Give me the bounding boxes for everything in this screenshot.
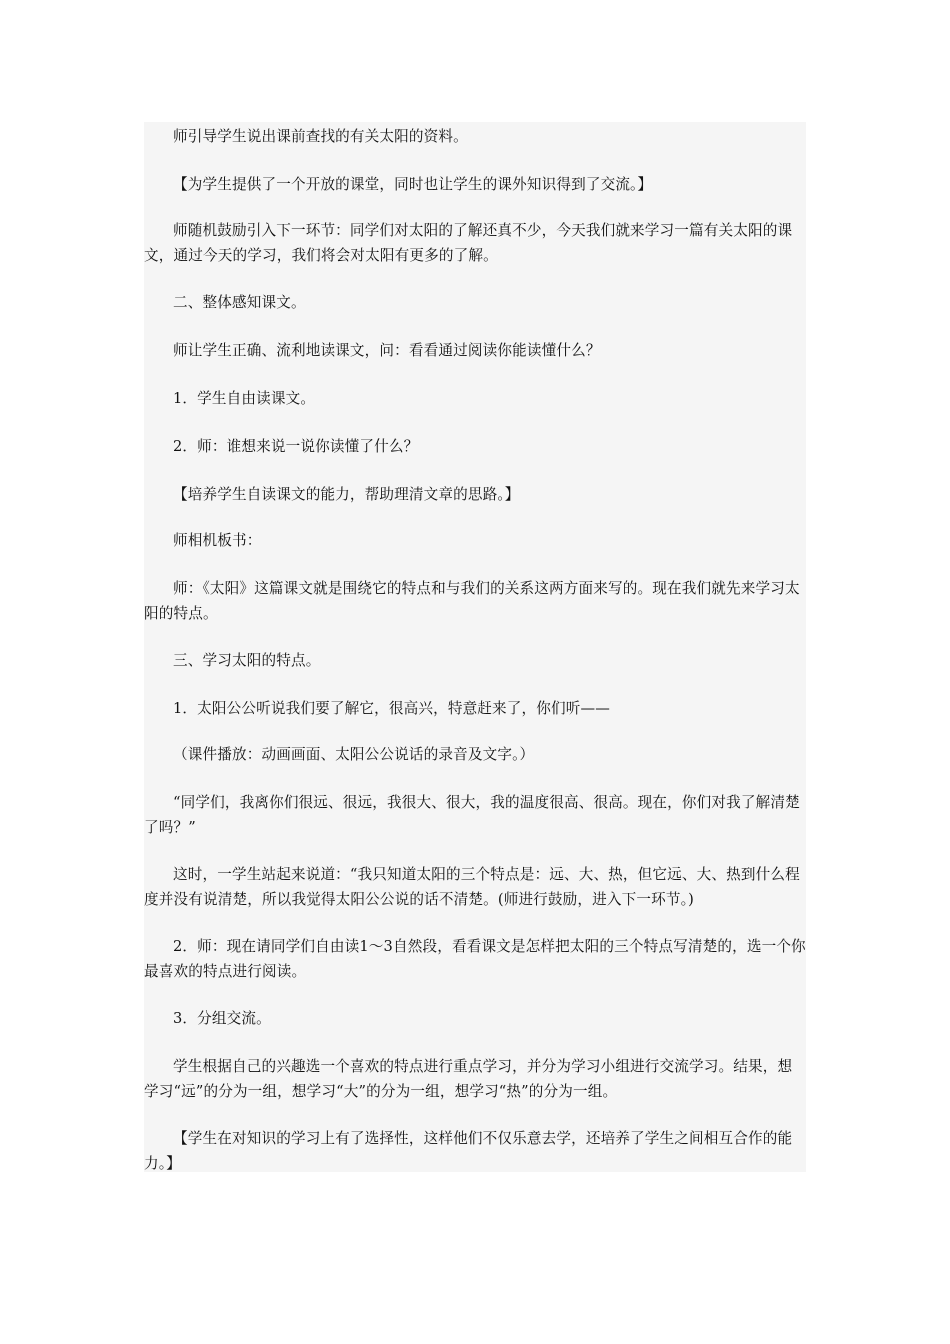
paragraph-10: 师：《太阳》这篇课文就是围绕它的特点和与我们的关系这两方面来写的。现在我们就先来学习太阳的特点。 [144,580,800,622]
paragraph-7: 2．师：谁想来说一说你读懂了什么？ [173,438,419,455]
paragraph-2: 【为学生提供了一个开放的课堂，同时也让学生的课外知识得到了交流。】 [173,176,653,193]
paragraph-4: 二、整体感知课文。 [173,294,306,311]
paragraph-15: 这时，一学生站起来说道：“我只知道太阳的三个特点是：远、大、热，但它远、大、热到什么程度并没有说清楚，所以我觉得太阳公公说的话不清楚。(师进行鼓励，进入下一环节。) [144,866,800,908]
paragraph-6: 1．学生自由读课文。 [173,390,316,407]
paragraph-11: 三、学习太阳的特点。 [173,652,321,669]
paragraph-18: 学生根据自己的兴趣选一个喜欢的特点进行重点学习，并分为学习小组进行交流学习。结果，想学习“远”的分为一组，想学习“大”的分为一组，想学习“热”的分为一组。 [144,1058,793,1100]
paragraph-12: 1．太阳公公听说我们要了解它，很高兴，特意赶来了，你们听—— [173,700,611,717]
paragraph-16: 2．师：现在请同学们自由读1～3自然段，看看课文是怎样把太阳的三个特点写清楚的，选一个你最喜欢的特点进行阅读。 [144,938,806,980]
paragraph-13: （课件播放：动画画面、太阳公公说话的录音及文字。） [173,746,535,763]
paragraph-1: 师引导学生说出课前查找的有关太阳的资料。 [173,128,468,145]
document-body [144,122,806,1172]
paragraph-17: 3．分组交流。 [173,1010,271,1027]
paragraph-8: 【培养学生自读课文的能力，帮助理清文章的思路。】 [173,486,520,503]
paragraph-9: 师相机板书： [173,532,262,549]
paragraph-14: “同学们，我离你们很远、很远，我很大、很大，我的温度很高、很高。现在，你们对我了解清楚了吗？” [144,794,800,836]
paragraph-5: 师让学生正确、流利地读课文，问：看看通过阅读你能读懂什么？ [173,342,601,359]
paragraph-19: 【学生在对知识的学习上有了选择性，这样他们不仅乐意去学，还培养了学生之间相互合作的能力。】 [144,1130,793,1172]
paragraph-3: 师随机鼓励引入下一环节：同学们对太阳的了解还真不少，今天我们就来学习一篇有关太阳的课文，通过今天的学习，我们将会对太阳有更多的了解。 [144,222,793,264]
